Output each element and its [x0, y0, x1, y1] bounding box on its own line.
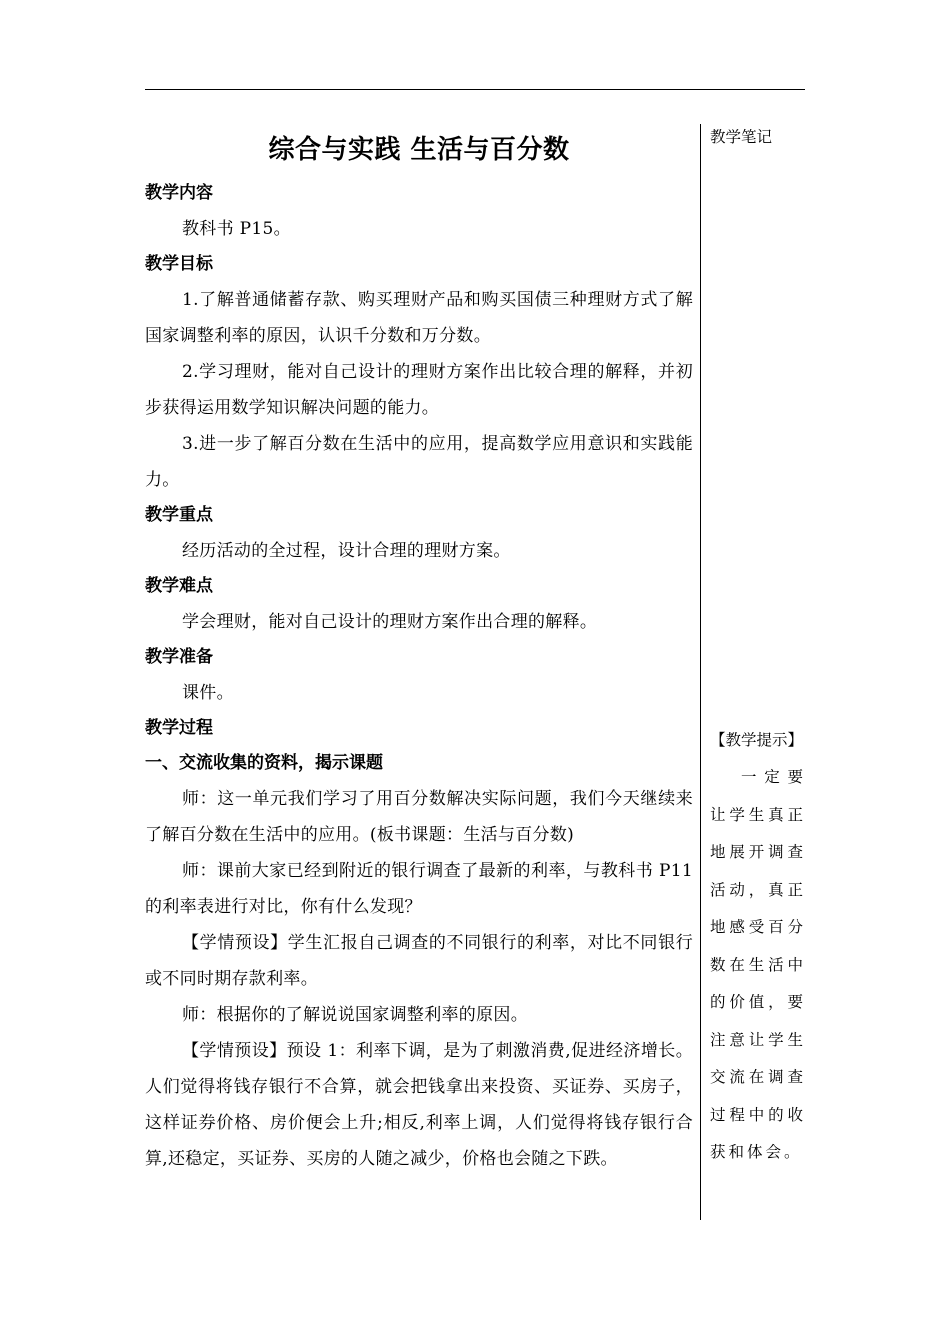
section-heading-preparation: 教学准备	[145, 647, 213, 667]
header-rule	[145, 89, 805, 90]
section-heading-process: 教学过程	[145, 718, 213, 738]
content-paragraph: 教科书 P15。	[182, 219, 291, 239]
teaching-hint-box	[710, 727, 806, 1172]
section-heading-key-point: 教学重点	[145, 505, 213, 525]
page-title: 综合与实践 生活与百分数	[268, 135, 570, 165]
difficulty-paragraph: 学会理财，能对自己设计的理财方案作出合理的解释。	[182, 612, 598, 632]
process-paragraph-5: 【学情预设】预设 1：利率下调，是为了刺激消费,促进经济增长。人们觉得将钱存银行不合算，就会把钱拿出来投资、买证券、买房子，这样证券价格、房价便会上升;相反,利率上调，人们觉得将钱存银行合算,还稳定，买证券、买房的人随之减少，价格也会随之下跌。	[145, 1041, 693, 1169]
column-divider	[700, 124, 701, 1220]
preparation-paragraph: 课件。	[182, 683, 234, 703]
objective-paragraph-2: 2.学习理财，能对自己设计的理财方案作出比较合理的解释，并初步获得运用数学知识解决问题的能力。	[145, 362, 693, 418]
section-heading-content: 教学内容	[145, 183, 213, 203]
section-heading-objectives: 教学目标	[145, 254, 213, 274]
objective-paragraph-3: 3.进一步了解百分数在生活中的应用，提高数学应用意识和实践能力。	[145, 434, 693, 490]
process-paragraph-4: 师：根据你的了解说说国家调整利率的原因。	[182, 1005, 528, 1025]
teaching-hint-text: 一定要让学生真正地展开调查活动，真正地感受百分数在生活中的价值，要注意让学生交流在调查过程中的收获和体会。	[710, 768, 806, 1161]
process-paragraph-1: 师：这一单元我们学习了用百分数解决实际问题，我们今天继续来了解百分数在生活中的应用。(板书课题：生活与百分数)	[145, 789, 693, 845]
key-point-paragraph: 经历活动的全过程，设计合理的理财方案。	[182, 541, 511, 561]
teaching-notes-label: 教学笔记	[710, 128, 773, 146]
teaching-hint-title: 【教学提示】	[710, 731, 804, 749]
process-paragraph-2: 师：课前大家已经到附近的银行调查了最新的利率，与教科书 P11 的利率表进行对比，你有什么发现？	[145, 861, 693, 917]
process-paragraph-3: 【学情预设】学生汇报自己调查的不同银行的利率，对比不同银行或不同时期存款利率。	[145, 933, 693, 989]
objective-paragraph-1: 1.了解普通储蓄存款、购买理财产品和购买国债三种理财方式了解国家调整利率的原因，认识千分数和万分数。	[145, 290, 693, 346]
section-heading-step-one: 一、交流收集的资料，揭示课题	[145, 753, 383, 773]
section-heading-difficulty: 教学难点	[145, 576, 213, 596]
lesson-body	[145, 126, 693, 1177]
